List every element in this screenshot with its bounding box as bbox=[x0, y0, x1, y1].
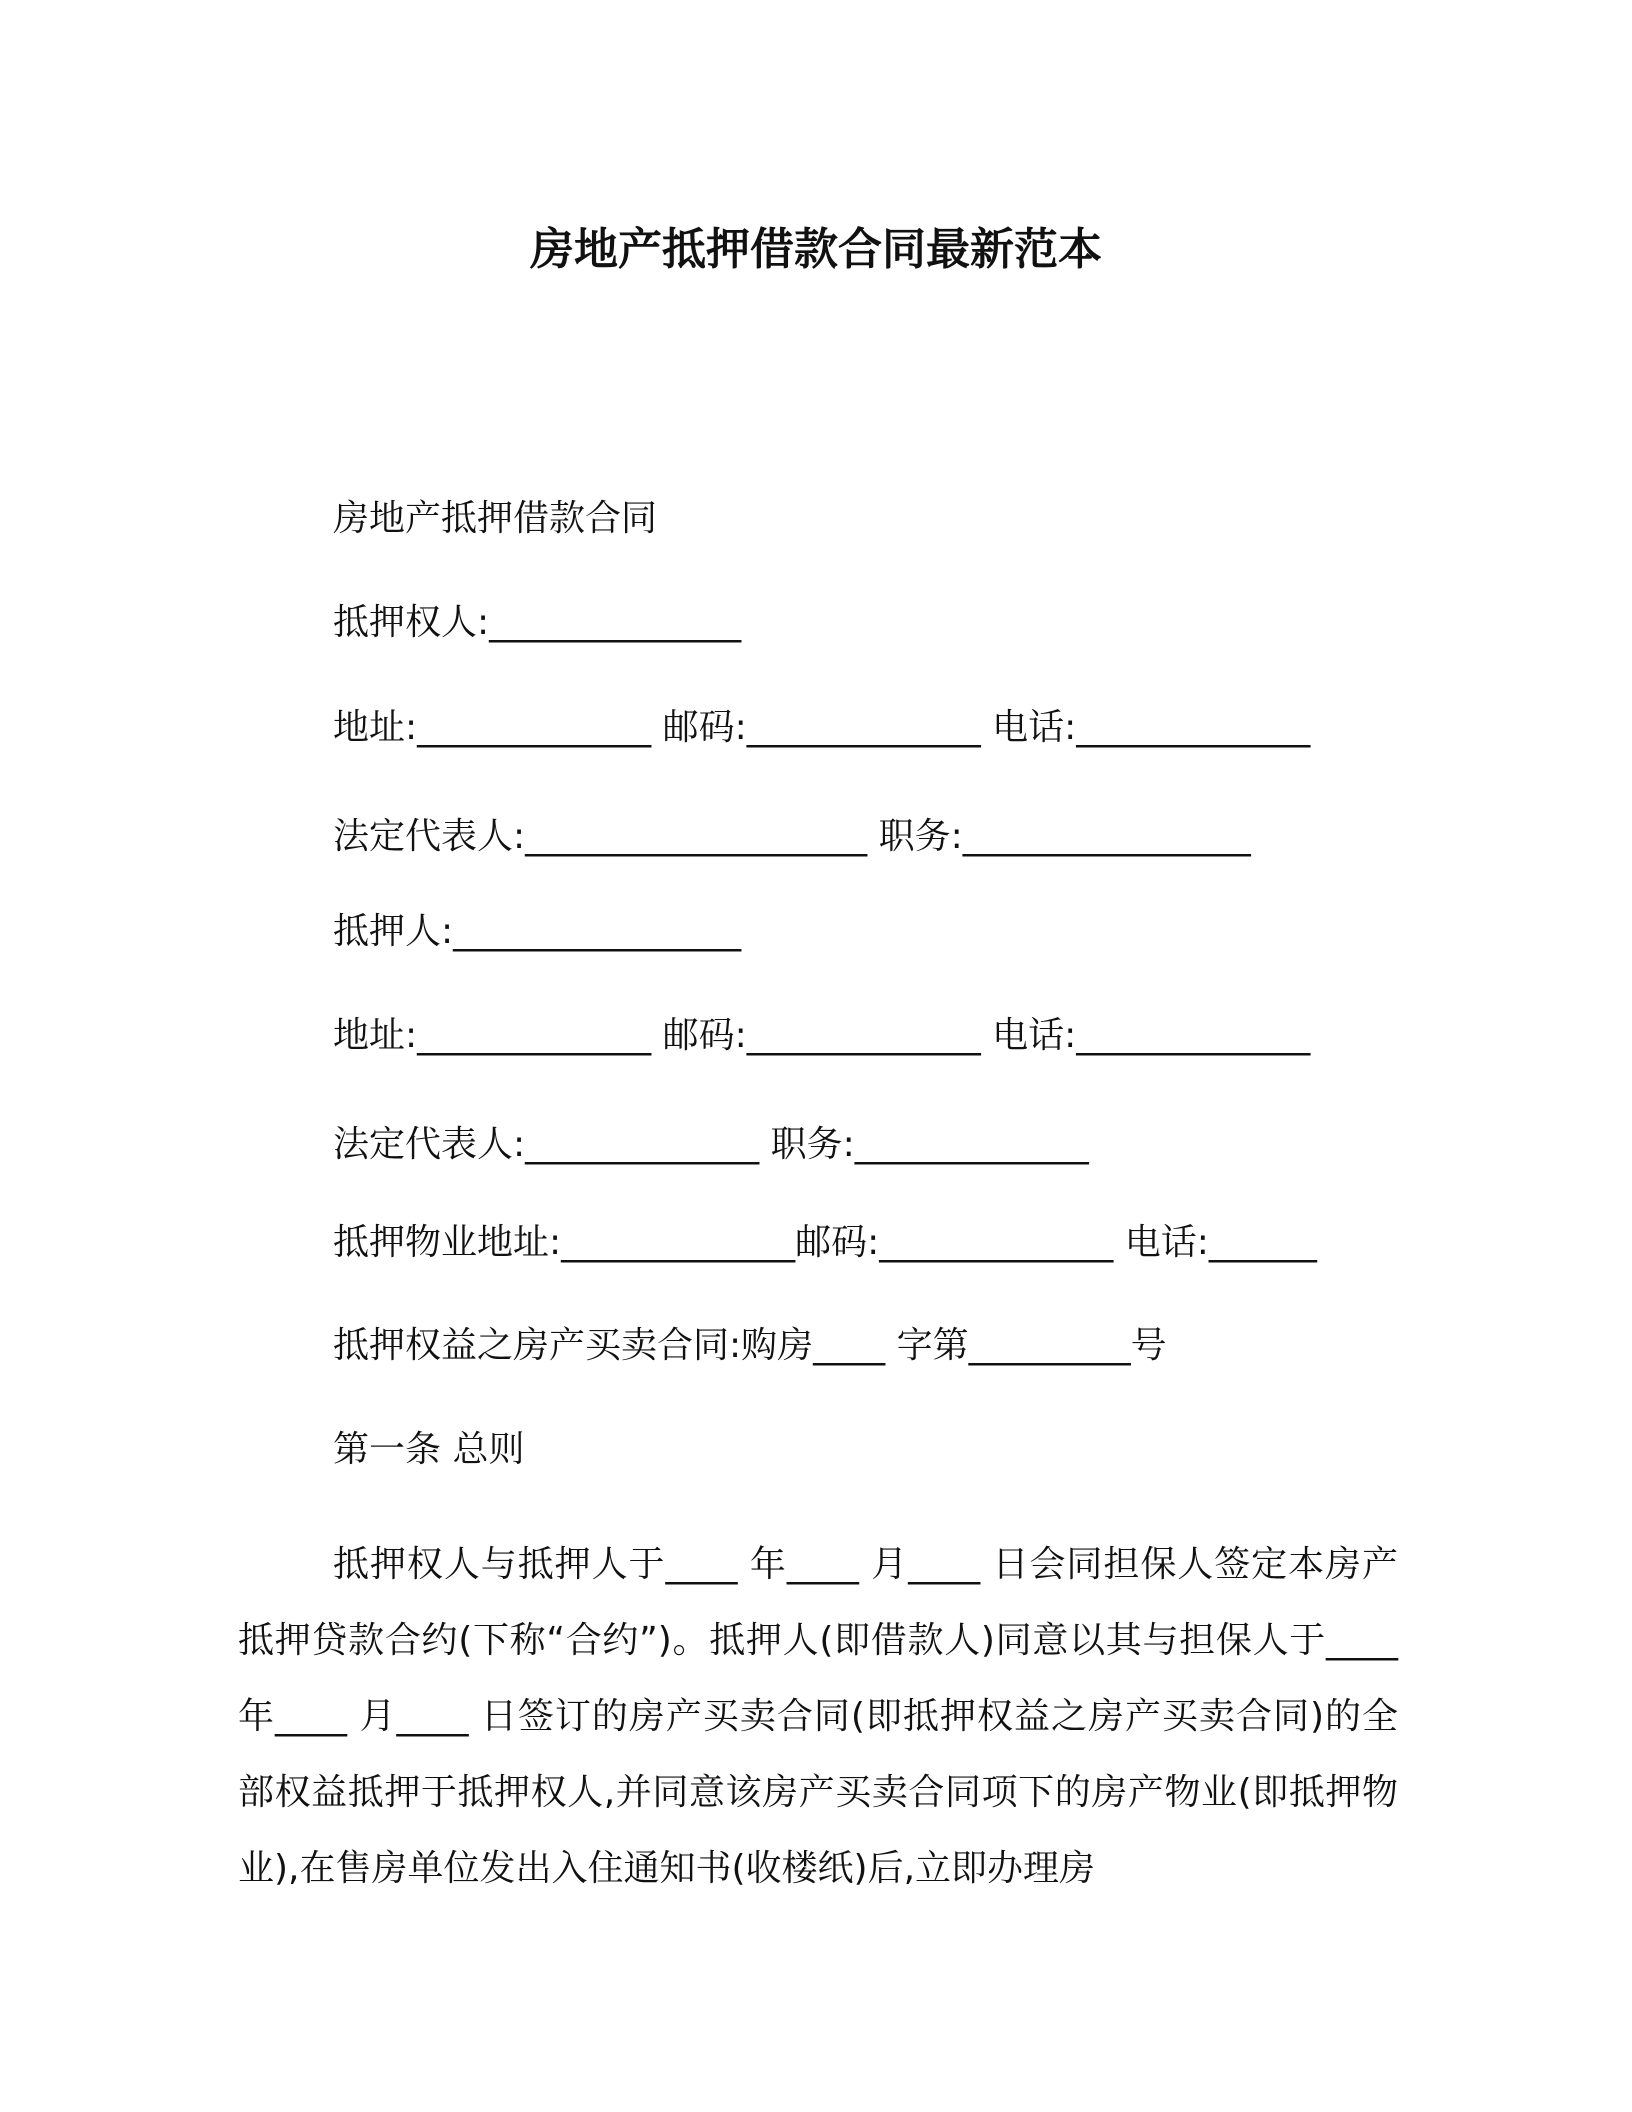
article-one-heading: 第一条 总则 bbox=[333, 1429, 525, 1470]
mortgagor-address-line: 地址:_____________ 邮码:_____________ 电话:_____________ bbox=[333, 1015, 1311, 1056]
property-address-line: 抵押物业地址:_____________邮码:_____________ 电话:______ bbox=[333, 1222, 1317, 1263]
mortgagor-representative-line: 法定代表人:_____________ 职务:_____________ bbox=[333, 1124, 1089, 1165]
purchase-contract-line: 抵押权益之房产买卖合同:购房____ 字第_________号 bbox=[333, 1325, 1167, 1366]
mortgagee-line: 抵押权人:______________ bbox=[333, 602, 742, 643]
mortgagee-address-line: 地址:_____________ 邮码:_____________ 电话:_____________ bbox=[333, 707, 1311, 748]
document-title: 房地产抵押借款合同最新范本 bbox=[530, 224, 1102, 275]
contract-heading: 房地产抵押借款合同 bbox=[333, 498, 658, 539]
mortgagor-line: 抵押人:________________ bbox=[333, 911, 742, 952]
mortgagee-representative-line: 法定代表人:___________________ 职务:________________ bbox=[333, 816, 1251, 857]
article-one-paragraph: 抵押权人与抵押人于____ 年____ 月____ 日会同担保人签定本房产抵押贷款合约(下称“合约”)。抵押人(即借款人)同意以其与担保人于____ 年____ 月____ 日签订的房产买卖合同(即抵押权益之房产买卖合同)的全部权益抵押于抵押权人,并同意该房产买卖合同项下的房产物业(即抵押物业),在售房单位发出入住通知书(收楼纸)后,立即办理房 bbox=[238, 1544, 1398, 1889]
